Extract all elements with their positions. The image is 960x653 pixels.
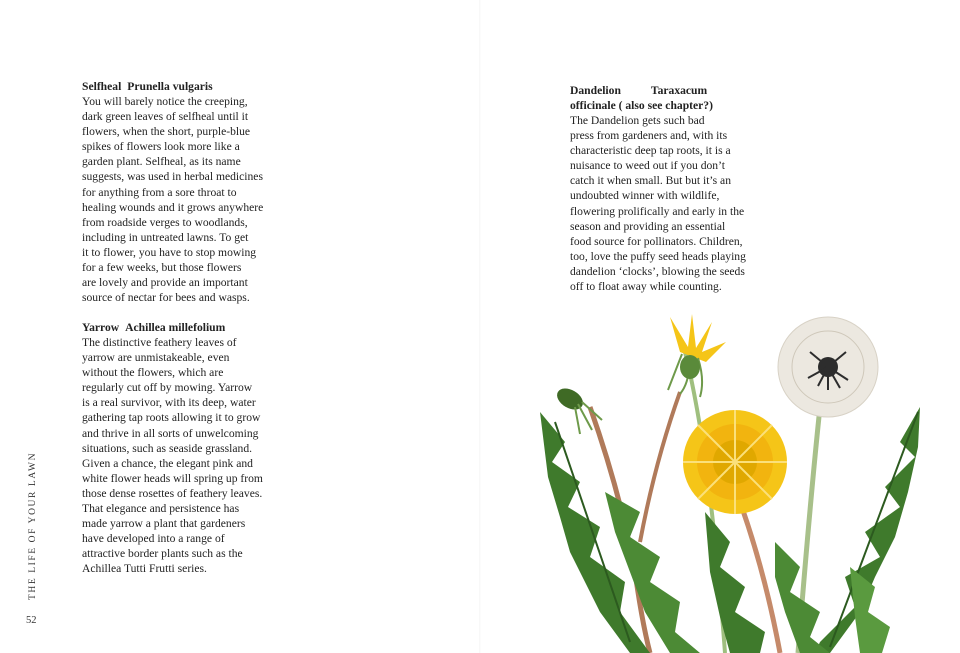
selfheal-latin-name: Prunella vulgaris: [127, 80, 213, 93]
yarrow-latin-name: Achillea millefolium: [125, 321, 226, 334]
body-line: made yarrow a plant that gardeners: [82, 517, 246, 531]
leaf: [830, 412, 918, 647]
dandelion-heading-line2: officinale ( also see chapter?): [570, 99, 713, 112]
body-line: You will barely notice the creeping,: [82, 95, 248, 108]
body-line: have developed into a range of: [82, 532, 225, 546]
body-line: regularly cut off by mowing. Yarrow: [82, 381, 253, 395]
body-line: situations, such as seaside grassland.: [82, 441, 253, 455]
selfheal-body: [82, 94, 263, 305]
yarrow-body: [82, 335, 263, 577]
dandelion-entry: [570, 83, 746, 294]
body-line: catch it when small. But but it’s an: [570, 174, 731, 188]
body-line: attractive border plants such as the: [82, 547, 243, 561]
body-line: The distinctive feathery leaves of: [82, 336, 237, 349]
body-line: spikes of flowers look more like a: [82, 140, 240, 154]
body-line: dark green leaves of selfheal until it: [82, 110, 249, 124]
body-line: for anything from a sore throat to: [82, 185, 237, 199]
body-line: press from gardeners and, with its: [570, 129, 728, 143]
leaf: [705, 512, 765, 653]
body-line: That elegance and persistence has: [82, 502, 240, 516]
body-line: white flower heads will spring up from: [82, 471, 263, 485]
body-line: source of nectar for bees and wasps.: [82, 291, 250, 305]
body-line: garden plant. Selfheal, as its name: [82, 155, 241, 169]
body-line: healing wounds and it grows anywhere: [82, 200, 264, 214]
body-line: it to flower, you have to stop mowing: [82, 245, 257, 259]
body-line: including in untreated lawns. To get: [82, 230, 249, 244]
body-line: from roadside verges to woodlands,: [82, 215, 248, 229]
body-line: dandelion ‘clocks’, blowing the seeds: [570, 264, 745, 278]
body-line: too, love the puffy seed heads playing: [570, 249, 746, 263]
body-line: and thrive in all sorts of unwelcoming: [82, 426, 259, 440]
body-line: flowering prolifically and early in the: [570, 204, 745, 218]
body-line: season and providing an essential: [570, 219, 726, 233]
selfheal-heading: [82, 79, 263, 94]
body-line: yarrow are unmistakeable, even: [82, 351, 230, 365]
dandelion-body: [570, 113, 746, 294]
page-number-left: 52: [26, 615, 37, 626]
body-line: Achillea Tutti Frutti series.: [82, 562, 207, 576]
body-line: gathering tap roots allowing it to grow: [82, 411, 261, 425]
body-line: food source for pollinators. Children,: [570, 234, 743, 248]
body-line: suggests, was used in herbal medicines: [82, 170, 263, 184]
body-line: nuisance to weed out if you don’t: [570, 159, 725, 173]
body-line: Given a chance, the elegant pink and: [82, 456, 253, 470]
selfheal-common-name: Selfheal: [82, 80, 122, 93]
body-line: for a few weeks, but those flowers: [82, 261, 242, 275]
body-line: is a real survivor, with its deep, water: [82, 396, 256, 410]
stem: [640, 392, 680, 542]
body-line: The Dandelion gets such bad: [570, 114, 705, 127]
body-line: flowers, when the short, purple-blue: [82, 125, 251, 139]
body-line: off to float away while counting.: [570, 280, 722, 294]
selfheal-entry: [82, 79, 263, 305]
dandelion-illustration: [530, 312, 930, 653]
dandelion-half-open-flower: [668, 314, 726, 397]
body-line: undoubted winner with wildlife,: [570, 189, 720, 203]
body-line: those dense rosettes of feathery leaves.: [82, 486, 263, 500]
dandelion-yellow-flower: [683, 410, 787, 514]
body-line: characteristic deep tap roots, it is a: [570, 144, 731, 158]
leaf: [540, 412, 650, 653]
body-line: are lovely and provide an important: [82, 276, 248, 290]
body-line: without the flowers, which are: [82, 366, 224, 380]
dandelion-heading: [570, 83, 746, 98]
yarrow-entry: [82, 320, 263, 577]
dandelion-seedhead: [778, 317, 878, 417]
dandelion-common-name: Dandelion: [570, 84, 621, 97]
yarrow-common-name: Yarrow: [82, 321, 120, 334]
yarrow-heading: [82, 320, 263, 335]
dandelion-latin-name: Taraxacum: [650, 84, 708, 97]
running-head-left: THE LIFE OF YOUR LAWN: [28, 451, 38, 600]
